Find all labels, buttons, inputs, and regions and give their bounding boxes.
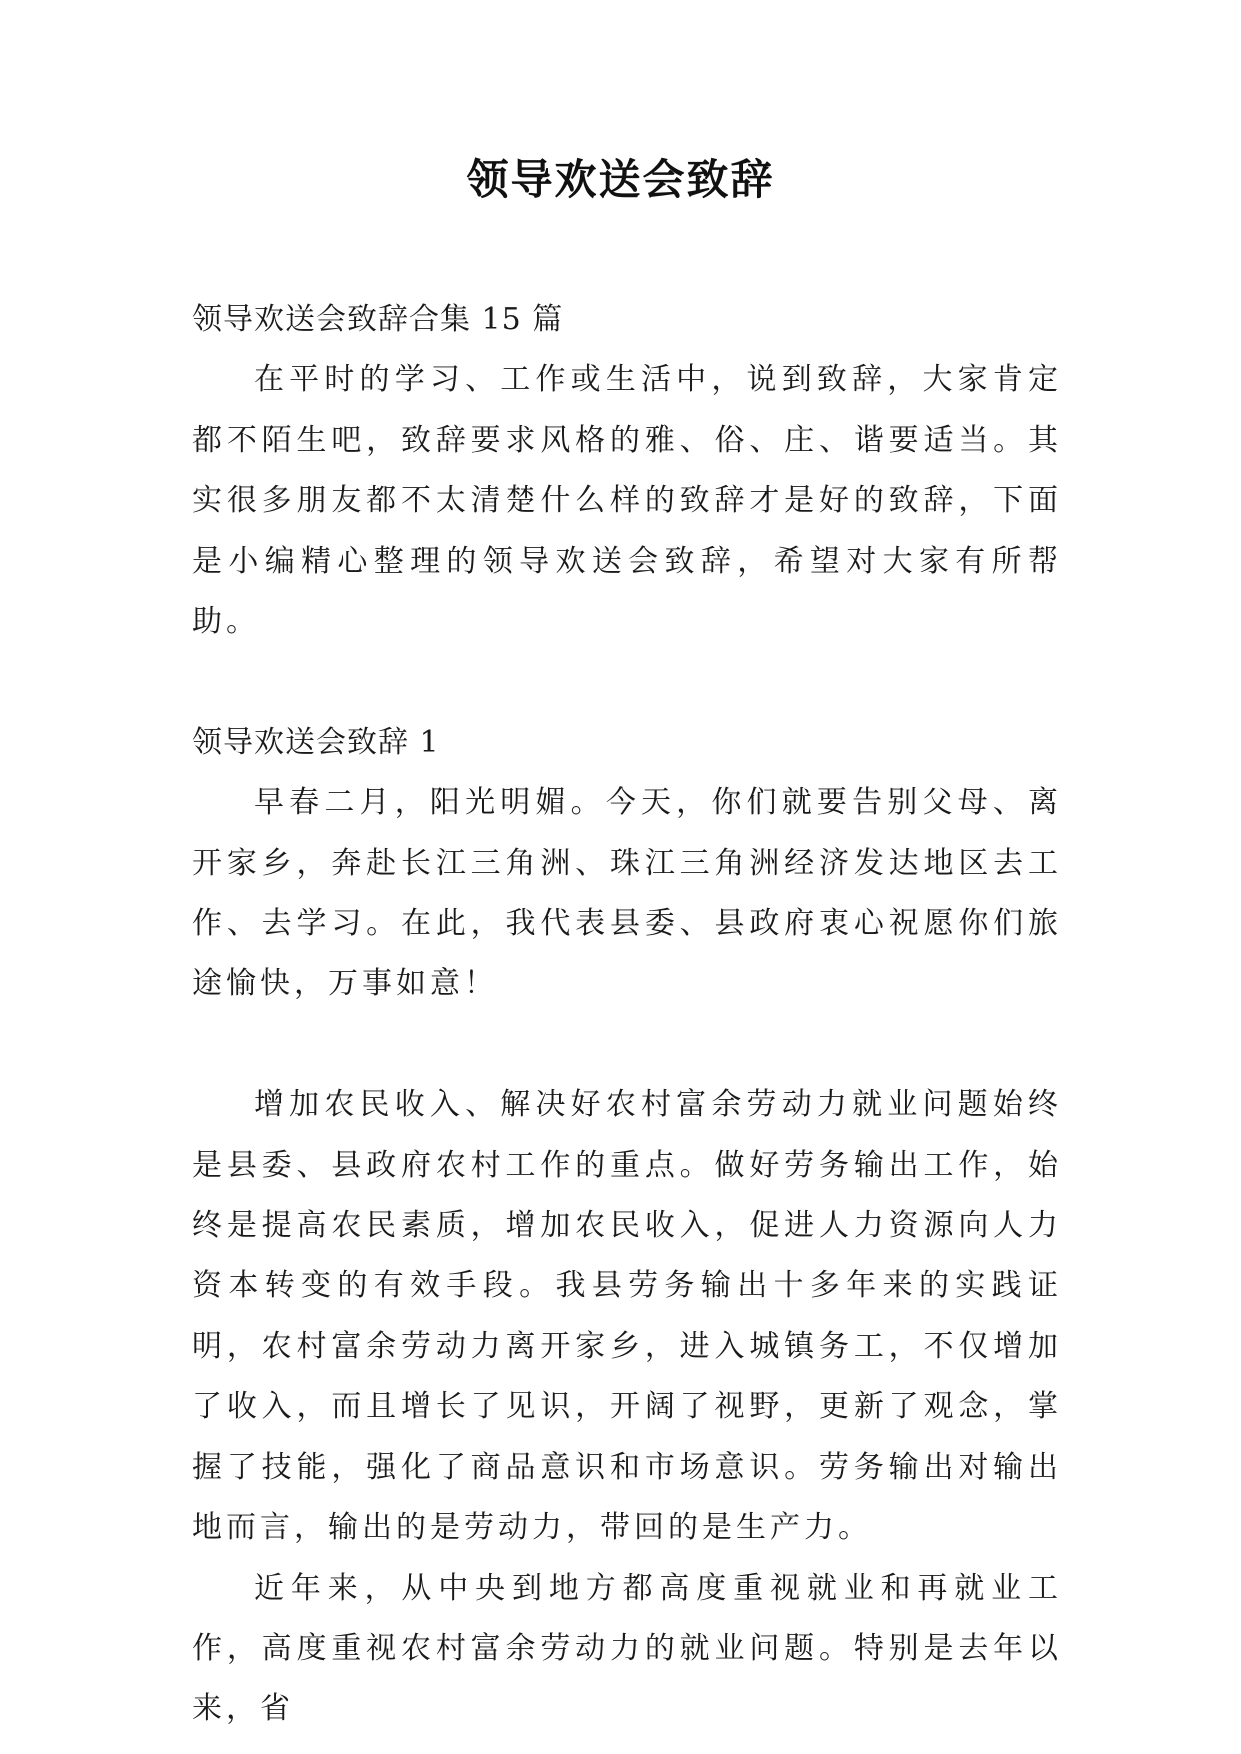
section-paragraph-1: 早春二月，阳光明媚。今天，你们就要告别父母、离开家乡，奔赴长江三角洲、珠江三角洲经济发达地区去工作、去学习。在此，我代表县委、县政府衷心祝愿你们旅途愉快，万事如意！ [192, 785, 1062, 1002]
collection-heading: 领导欢送会致辞合集 15 篇 [192, 302, 564, 337]
paragraph-spacer [192, 652, 1062, 712]
document-title: 领导欢送会致辞 [466, 155, 775, 204]
intro-paragraph: 在平时的学习、工作或生活中，说到致辞，大家肯定都不陌生吧，致辞要求风格的雅、俗、庄、谐要适当。其实很多朋友都不太清楚什么样的致辞才是好的致辞，下面是小编精心整理的领导欢送会致辞，希望对大家有所帮助。 [192, 362, 1062, 640]
paragraph-spacer [192, 1015, 1062, 1075]
section-paragraph-2: 增加农民收入、解决好农村富余劳动力就业问题始终是县委、县政府农村工作的重点。做好劳务输出工作，始终是提高农民素质，增加农民收入，促进人力资源向人力资本转变的有效手段。我县劳务输出十多年来的实践证明，农村富余劳动力离开家乡，进入城镇务工，不仅增加了收入，而且增长了见识，开阔了视野，更新了观念，掌握了技能，强化了商品意识和市场意识。劳务输出对输出地而言，输出的是劳动力，带回的是生产力。 [192, 1087, 1062, 1546]
section-paragraph-3: 近年来，从中央到地方都高度重视就业和再就业工作，高度重视农村富余劳动力的就业问题。特别是去年以来，省 [192, 1570, 1062, 1727]
document-body [192, 290, 1062, 1740]
section-heading: 领导欢送会致辞 1 [192, 724, 440, 760]
